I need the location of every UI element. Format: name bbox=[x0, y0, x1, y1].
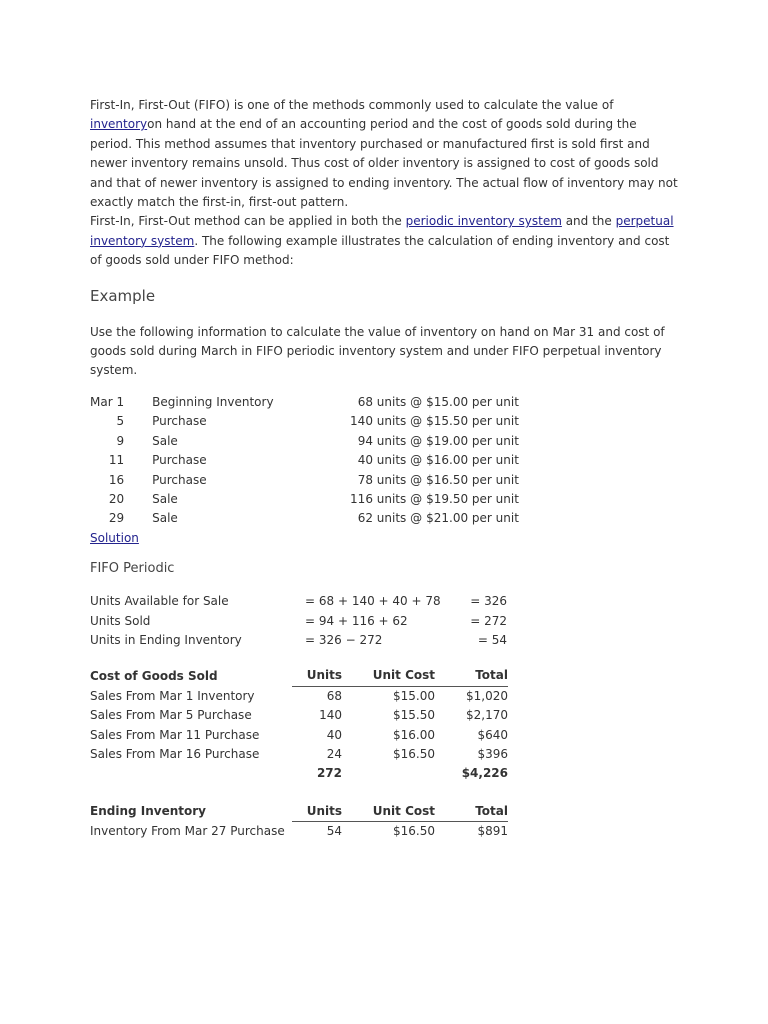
table-cell: $15.00 bbox=[393, 688, 435, 703]
table-cell: $2,170 bbox=[466, 708, 508, 723]
table-cell: Sales From Mar 11 Purchase bbox=[90, 727, 260, 742]
calculation-label: Units in Ending Inventory bbox=[90, 632, 242, 647]
spacer bbox=[124, 393, 152, 412]
example-heading: Example bbox=[90, 286, 156, 305]
transaction-row bbox=[90, 471, 552, 490]
table-cell: Sales From Mar 1 Inventory bbox=[90, 688, 255, 703]
table-row bbox=[90, 726, 508, 745]
column-header: Ending Inventory bbox=[90, 804, 206, 819]
transaction-row bbox=[90, 412, 552, 431]
calculation-label: Units Available for Sale bbox=[90, 594, 229, 609]
table-header-row bbox=[90, 802, 508, 822]
article-body bbox=[90, 96, 680, 842]
transaction-units: 140 units @ bbox=[350, 414, 423, 429]
table-cell: 140 bbox=[319, 708, 342, 723]
column-header: Unit Cost bbox=[342, 802, 435, 822]
calculation-row bbox=[90, 631, 507, 650]
table-cell: $16.50 bbox=[393, 824, 435, 839]
column-header: Total bbox=[435, 802, 508, 822]
table-cell: Sales From Mar 16 Purchase bbox=[90, 746, 260, 761]
column-header: Total bbox=[435, 666, 508, 686]
transaction-date: 5 bbox=[116, 414, 125, 429]
transaction-date: 29 bbox=[108, 511, 125, 526]
calculation-expression: = 68 + 140 + 40 + 78 bbox=[305, 594, 441, 609]
table-cell: Sales From Mar 5 Purchase bbox=[90, 708, 252, 723]
transaction-units: 40 units @ bbox=[357, 453, 423, 468]
transaction-row bbox=[90, 432, 552, 451]
column-header: Unit Cost bbox=[342, 666, 435, 686]
inventory-link[interactable]: inventory bbox=[90, 117, 148, 132]
total-value: $4,226 bbox=[461, 766, 508, 781]
table-cell: 68 bbox=[326, 688, 342, 703]
transaction-row bbox=[90, 509, 552, 528]
transaction-description: Beginning Inventory bbox=[152, 394, 274, 409]
transaction-description: Sale bbox=[152, 433, 178, 448]
table-header-row bbox=[90, 666, 508, 686]
spacer bbox=[124, 412, 152, 431]
calculation-label: Units Sold bbox=[90, 613, 151, 628]
calculation-expression: = 326 − 272 bbox=[305, 632, 383, 647]
transaction-price: $15.00 per unit bbox=[426, 394, 519, 409]
transaction-units: 94 units @ bbox=[357, 433, 423, 448]
table-row bbox=[90, 745, 508, 764]
calculation-row bbox=[90, 592, 507, 611]
total-row bbox=[90, 764, 508, 783]
table-cell: $640 bbox=[477, 727, 508, 742]
table-cell: 24 bbox=[326, 746, 342, 761]
transaction-row bbox=[90, 393, 552, 412]
transaction-description: Purchase bbox=[152, 414, 207, 429]
transaction-description: Sale bbox=[152, 511, 178, 526]
intro2-text-end: . The following example illustrates the calculation of ending inventory and cost of goods sold under FIFO method: bbox=[90, 233, 670, 268]
table-row bbox=[90, 822, 508, 842]
calculation-result: = 272 bbox=[470, 613, 507, 628]
intro2-text-mid: and the bbox=[561, 214, 616, 229]
table-row bbox=[90, 686, 508, 706]
transaction-price: $21.00 per unit bbox=[426, 511, 519, 526]
transaction-description: Purchase bbox=[152, 453, 207, 468]
table-cell: $1,020 bbox=[466, 688, 508, 703]
table-cell: $396 bbox=[477, 746, 508, 761]
spacer bbox=[124, 451, 152, 470]
table-cell: Inventory From Mar 27 Purchase bbox=[90, 823, 285, 838]
fifo-periodic-heading: FIFO Periodic bbox=[90, 561, 175, 577]
spacer bbox=[124, 490, 152, 509]
transaction-price: $19.50 per unit bbox=[426, 491, 519, 506]
transaction-units: 78 units @ bbox=[357, 472, 423, 487]
example-intro: Use the following information to calculate the value of inventory on hand on Mar 31 and cost of goods sold during March in FIFO periodic inventory system and under FIFO perpetual inventory system. bbox=[90, 324, 665, 378]
column-header: Units bbox=[292, 666, 342, 686]
table-cell: 54 bbox=[326, 824, 342, 839]
transaction-row bbox=[90, 451, 552, 470]
spacer bbox=[124, 509, 152, 528]
transaction-price: $19.00 per unit bbox=[426, 433, 519, 448]
intro-paragraph-2 bbox=[90, 212, 680, 270]
column-header: Units bbox=[292, 802, 342, 822]
intro2-text: First-In, First-Out method can be applied in both the bbox=[90, 214, 406, 229]
solution-link[interactable]: Solution bbox=[90, 530, 139, 545]
periodic-inventory-system-link[interactable]: periodic inventory system bbox=[405, 214, 562, 229]
perpetual-inventory-system-link[interactable]: perpetual inventory system bbox=[90, 214, 674, 248]
transaction-date: 16 bbox=[108, 472, 125, 487]
intro-text-continued: on hand at the end of an accounting period and the cost of goods sold during the period. This method assumes that inventory purchased or manufactured first is sold first and newer inventory remains unsold. Thus cost of older inventory is assigned to cost of goods sold and that of newer inventory is assigned to ending inventory. The actual flow of inventory may not exactly match the first-in, first-out pattern. bbox=[90, 117, 678, 210]
transaction-date: 20 bbox=[108, 491, 125, 506]
transaction-date: 11 bbox=[108, 453, 125, 468]
transaction-price: $16.50 per unit bbox=[426, 472, 519, 487]
units-calculation-table bbox=[90, 592, 507, 650]
transaction-date: 9 bbox=[116, 433, 125, 448]
transaction-date: Mar 1 bbox=[90, 394, 125, 409]
cost-of-goods-sold-table bbox=[90, 666, 508, 783]
intro-text: First-In, First-Out (FIFO) is one of the methods commonly used to calculate the value of bbox=[90, 98, 614, 112]
calculation-row bbox=[90, 612, 507, 631]
table-cell: $891 bbox=[477, 824, 508, 839]
transaction-description: Sale bbox=[152, 491, 178, 506]
calculation-result: = 54 bbox=[477, 632, 507, 647]
spacer bbox=[124, 432, 152, 451]
transactions-table bbox=[90, 393, 552, 529]
transaction-price: $15.50 per unit bbox=[426, 414, 519, 429]
column-header: Cost of Goods Sold bbox=[90, 668, 218, 683]
calculation-result: = 326 bbox=[470, 594, 507, 609]
transaction-units: 62 units @ bbox=[357, 511, 423, 526]
ending-inventory-table bbox=[90, 802, 508, 842]
transaction-units: 68 units @ bbox=[357, 394, 423, 409]
table-cell: $16.00 bbox=[393, 727, 435, 742]
calculation-expression: = 94 + 116 + 62 bbox=[305, 613, 408, 628]
transaction-units: 116 units @ bbox=[350, 491, 423, 506]
table-cell: $16.50 bbox=[393, 746, 435, 761]
table-cell: 40 bbox=[326, 727, 342, 742]
transaction-description: Purchase bbox=[152, 472, 207, 487]
transaction-price: $16.00 per unit bbox=[426, 453, 519, 468]
total-units: 272 bbox=[316, 766, 342, 781]
table-cell: $15.50 bbox=[393, 708, 435, 723]
transaction-row bbox=[90, 490, 552, 509]
spacer bbox=[124, 471, 152, 490]
intro-paragraph-1 bbox=[90, 96, 680, 212]
table-row bbox=[90, 706, 508, 725]
